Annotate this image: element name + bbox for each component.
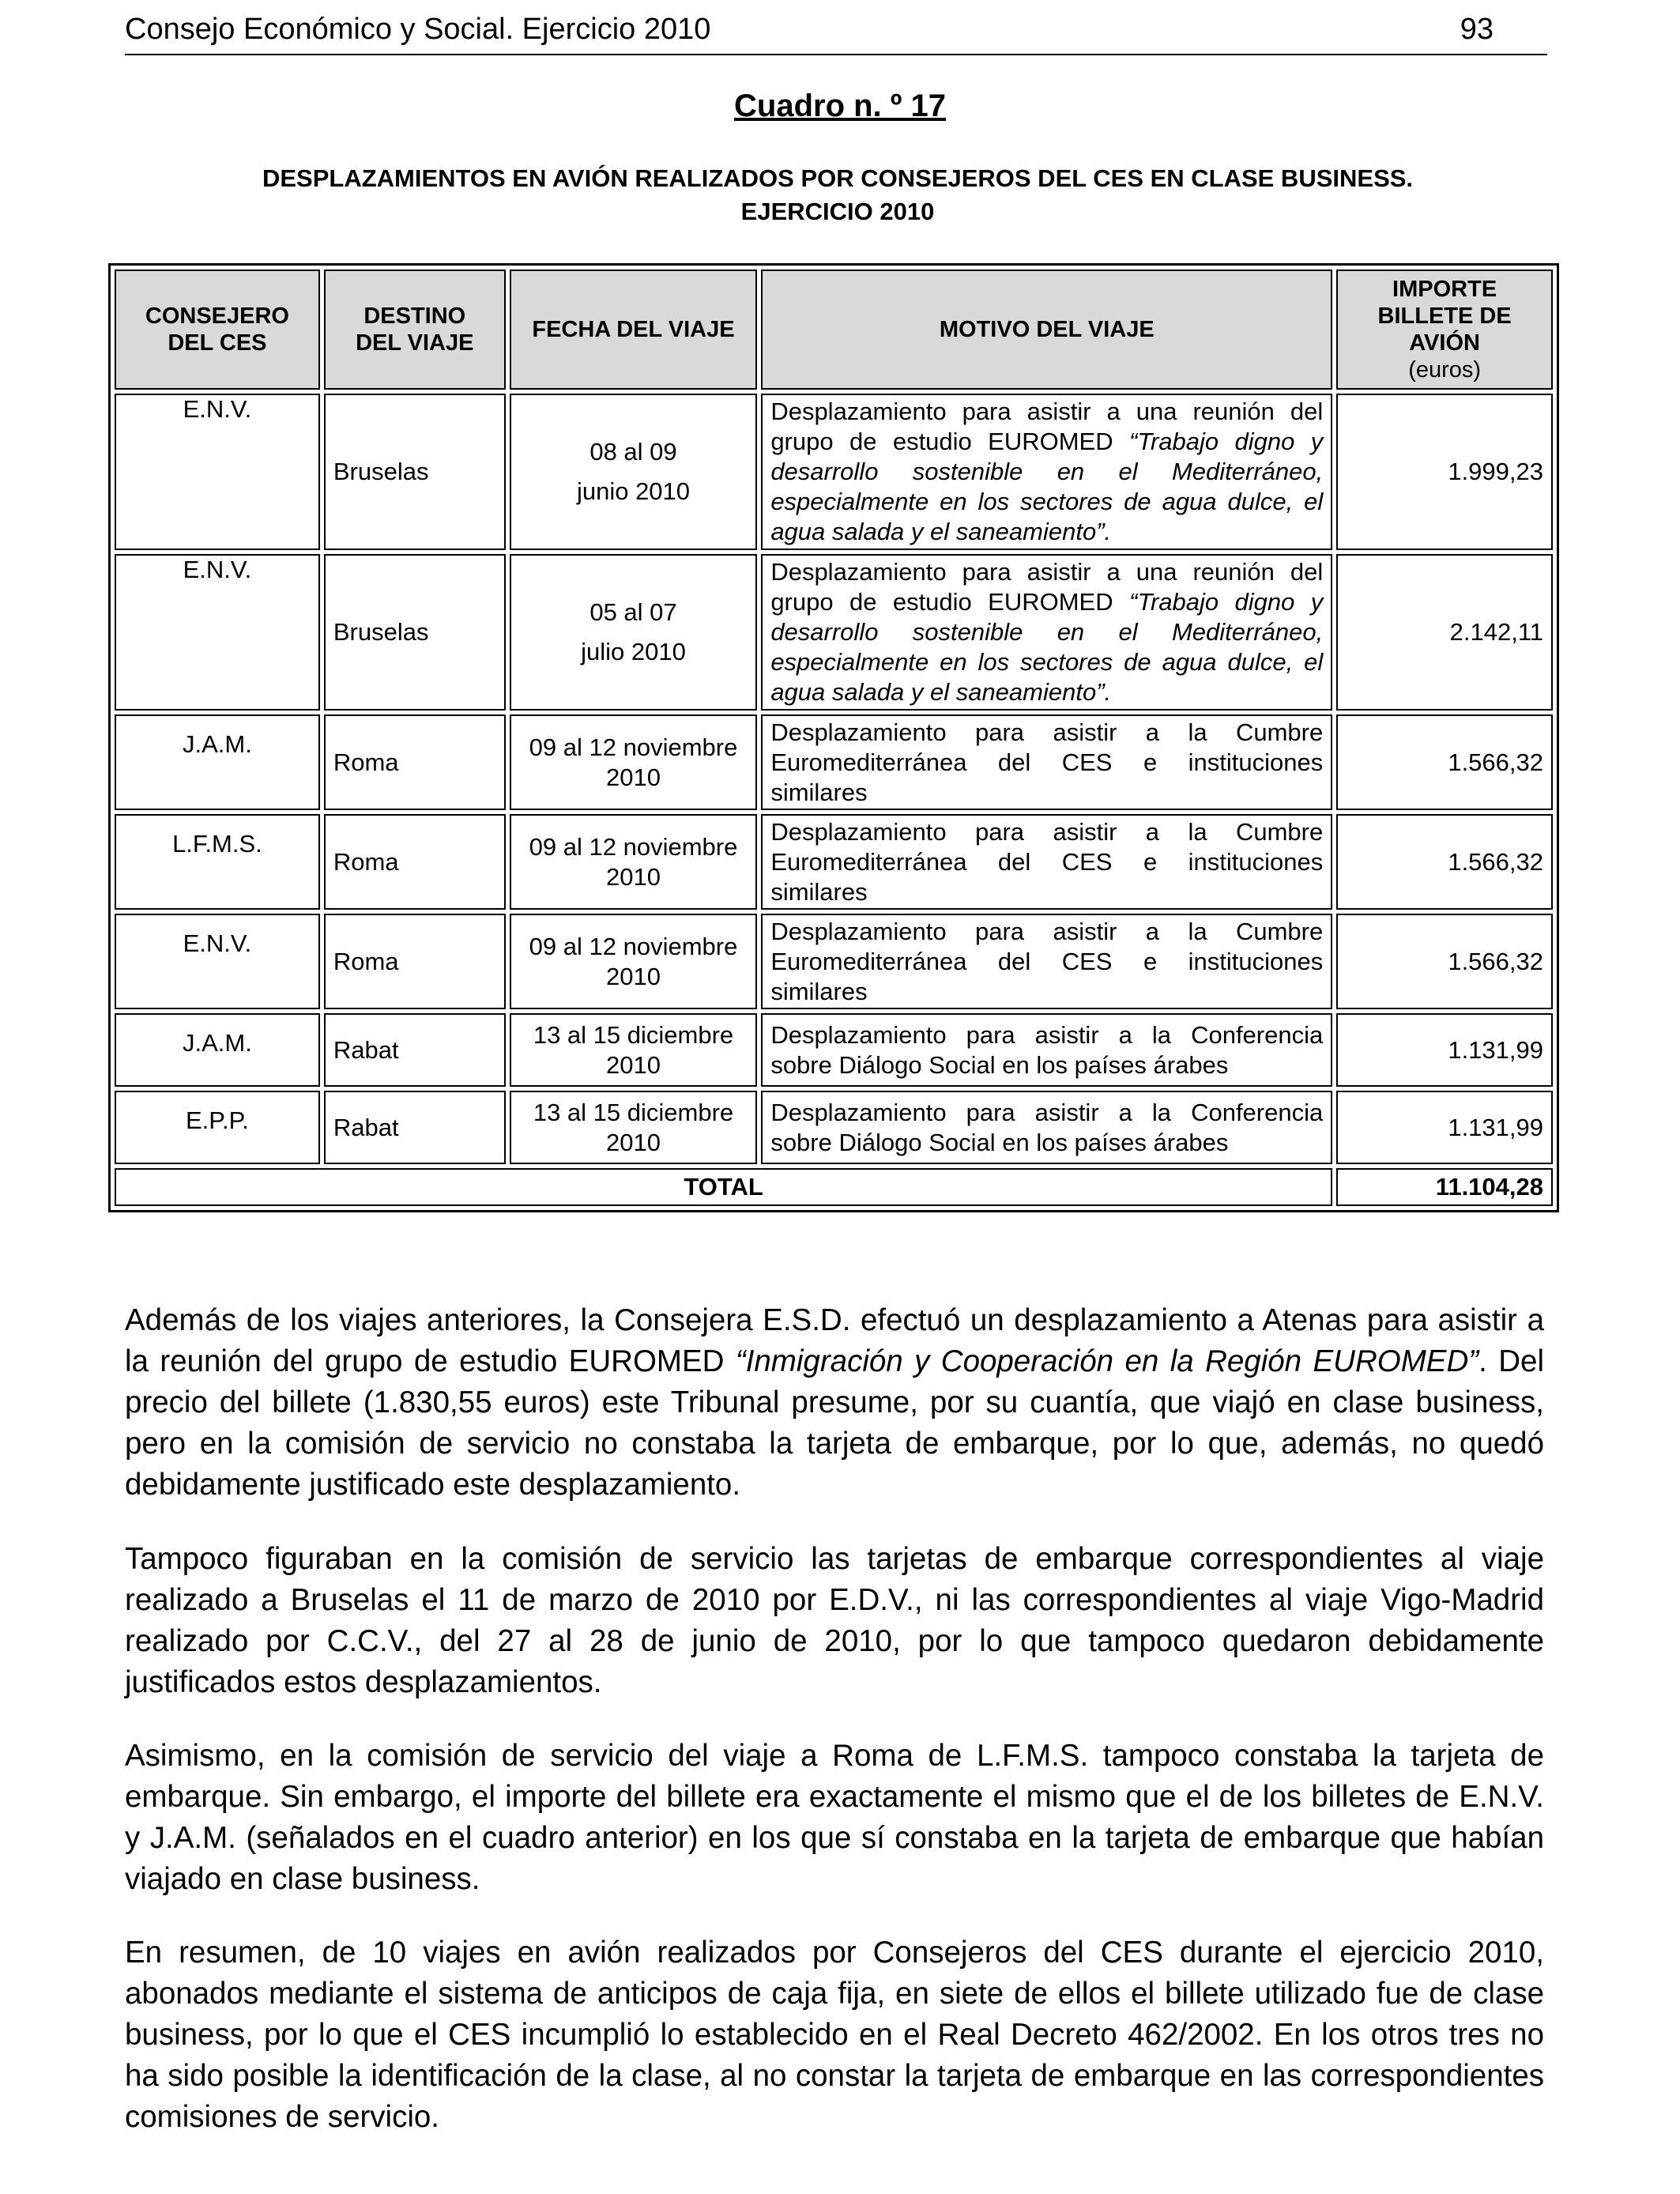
cell-motivo (761, 394, 1332, 550)
cell-motivo (761, 814, 1332, 910)
trips-table (108, 263, 1559, 1212)
cell-importe: 2.142,11 (1336, 554, 1553, 711)
cell-fecha (510, 814, 758, 910)
paragraph-3: Asimismo, en la comisión de servicio del viaje a Roma de L.F.M.S. tampoco constaba la tarjeta de embarque. Sin embargo, el importe del billete era exactamente el mismo que el de los billetes de E.N.V. y J.A.M. (señalados en el cuadro anterior) en los que sí constaba en la tarjeta de embarque que habían viajado en clase business. (125, 1739, 1544, 1896)
table-row (115, 394, 1553, 550)
cell-motivo-text: Desplazamiento para asistir a la Cumbre Euromediterránea del CES e instituciones similares (770, 817, 1324, 906)
cell-motivo (761, 1091, 1332, 1164)
cell-fecha-line-1: 09 al 12 noviembre (529, 932, 738, 960)
cell-motivo-text: Desplazamiento para asistir a una reunión del grupo de estudio EUROMED (770, 558, 1324, 616)
cell-destino: Roma (324, 914, 506, 1009)
table-title-line-2: EJERCICIO 2010 (740, 198, 935, 225)
cell-importe: 1.131,99 (1336, 1091, 1553, 1164)
cell-fecha-line-2: 2010 (606, 1128, 661, 1156)
cell-motivo (761, 1013, 1332, 1087)
cell-fecha-line-2: 2010 (606, 763, 661, 791)
cell-consejero: J.A.M. (115, 714, 320, 810)
table-title (111, 162, 1565, 228)
cell-fecha (510, 1013, 758, 1087)
total-value: 11.104,28 (1336, 1168, 1553, 1206)
cell-consejero: L.F.M.S. (115, 814, 320, 910)
cell-fecha-line-2: 2010 (606, 962, 661, 990)
header-title: Consejo Económico y Social. Ejercicio 2010 (125, 13, 711, 46)
cell-motivo-text: Desplazamiento para asistir a la Conferencia sobre Diálogo Social en los países árabes (770, 1020, 1324, 1079)
table-row (115, 554, 1553, 711)
cell-fecha-line-2: junio 2010 (576, 477, 691, 505)
cell-importe: 1.566,32 (1336, 914, 1553, 1009)
header-importe-line-1: IMPORTE (1392, 277, 1497, 302)
table-title-line-1: DESPLAZAMIENTOS EN AVIÓN REALIZADOS POR CONSEJEROS DEL CES EN CLASE BUSINESS. (262, 164, 1414, 192)
cell-motivo-text: Desplazamiento para asistir a la Cumbre Euromediterránea del CES e instituciones similares (770, 917, 1324, 1005)
cell-motivo-italic: “Trabajo digno y desarrollo sostenible en el Mediterráneo, especialmente en los sectores de agua dulce, el agua salada y el saneamiento”. (770, 428, 1324, 545)
cell-consejero: J.A.M. (115, 1013, 320, 1087)
table-row (115, 714, 1553, 810)
cell-fecha-line-1: 08 al 09 (590, 438, 677, 466)
paragraph-1-text-a: Además de los viajes anteriores, la Consejera E.S.D. efectuó un desplazamiento a Atenas para asistir a la reunión del grupo de estudio EUROMED (125, 1303, 1544, 1378)
header-importe-line-3: AVIÓN (1409, 330, 1480, 356)
cell-destino: Roma (324, 814, 506, 910)
header-destino (324, 270, 506, 390)
header-importe-line-2: BILLETE DE (1377, 303, 1512, 329)
table-row (115, 1013, 1553, 1087)
cell-motivo-text: Desplazamiento para asistir a la Cumbre Euromediterránea del CES e instituciones similares (770, 718, 1324, 806)
paragraph-1-italic: “Inmigración y Cooperación en la Región EUROMED” (735, 1344, 1479, 1378)
cell-motivo (761, 714, 1332, 810)
cell-fecha (510, 714, 758, 810)
paragraph-1 (125, 1300, 1544, 1506)
cell-motivo (761, 914, 1332, 1009)
header-destino-line-1: DESTINO (363, 303, 466, 329)
cell-fecha-line-1: 13 al 15 diciembre (533, 1020, 734, 1049)
cell-fecha-line-2: 2010 (606, 1050, 661, 1079)
cell-importe: 1.566,32 (1336, 714, 1553, 810)
cell-destino: Roma (324, 714, 506, 810)
header-importe-units: (euros) (1408, 357, 1482, 383)
cell-motivo-text: Desplazamiento para asistir a una reunión del grupo de estudio EUROMED (770, 398, 1324, 455)
table-number: Cuadro n. º 17 (734, 89, 946, 123)
cell-destino: Rabat (324, 1013, 506, 1087)
paragraph-2: Tampoco figuraban en la comisión de servicio las tarjetas de embarque correspondientes al viaje realizado a Bruselas el 11 de marzo de 2010 por E.D.V., ni las correspondientes al viaje Vigo-Madrid realizado por C.C.V., del 27 al 28 de junio de 2010, por lo que tampoco quedaron debidamente justificados estos desplazamientos. (125, 1542, 1544, 1699)
cell-motivo-italic: “Trabajo digno y desarrollo sostenible en el Mediterráneo, especialmente en los sectores de agua dulce, el agua salada y el saneamiento”. (770, 588, 1324, 706)
cell-fecha-line-1: 05 al 07 (590, 598, 677, 626)
cell-importe: 1.566,32 (1336, 814, 1553, 910)
total-row (115, 1168, 1553, 1206)
cell-consejero: E.P.P. (115, 1091, 320, 1164)
cell-consejero: E.N.V. (115, 394, 320, 550)
cell-consejero: E.N.V. (115, 914, 320, 1009)
table-row (115, 1091, 1553, 1164)
paragraph-1-text-b: . Del precio del billete (1.830,55 euros) este Tribunal presume, por su cuantía, que viajó en clase business, pero en la comisión de servicio no constaba la tarjeta de embarque, por lo que, además, no quedó debidamente justificado este desplazamiento. (125, 1344, 1544, 1502)
cell-fecha-line-2: julio 2010 (581, 638, 686, 665)
cell-destino: Bruselas (324, 394, 506, 550)
table-row (115, 814, 1553, 910)
cell-destino: Bruselas (324, 554, 506, 711)
cell-motivo (761, 554, 1332, 711)
cell-fecha (510, 554, 758, 711)
cell-importe: 1.999,23 (1336, 394, 1553, 550)
cell-motivo-text: Desplazamiento para asistir a la Conferencia sobre Diálogo Social en los países árabes (770, 1098, 1324, 1156)
total-label: TOTAL (115, 1168, 1332, 1206)
header-consejero (115, 270, 320, 390)
cell-importe: 1.131,99 (1336, 1013, 1553, 1087)
cell-fecha (510, 914, 758, 1009)
cell-fecha-line-2: 2010 (606, 862, 661, 891)
header-destino-line-2: DEL VIAJE (356, 330, 474, 356)
page-number: 93 (1460, 13, 1494, 46)
header-motivo: MOTIVO DEL VIAJE (761, 270, 1332, 390)
table-row (115, 914, 1553, 1009)
cell-destino: Rabat (324, 1091, 506, 1164)
cell-fecha-line-1: 13 al 15 diciembre (533, 1098, 734, 1126)
paragraph-4: En resumen, de 10 viajes en avión realizados por Consejeros del CES durante el ejercicio 2010, abonados mediante el sistema de anticipos de caja fija, en siete de ellos el billete utilizado fue de clase business, por lo que el CES incumplió lo establecido en el Real Decreto 462/2002. En los otros tres no ha sido posible la identificación de la clase, al no constar la tarjeta de embarque en las correspondientes comisiones de servicio. (125, 1936, 1544, 2134)
header-consejero-line-1: CONSEJERO (145, 303, 289, 329)
cell-fecha-line-1: 09 al 12 noviembre (529, 733, 738, 761)
cell-fecha (510, 1091, 758, 1164)
page-header (125, 8, 1547, 55)
cell-consejero: E.N.V. (115, 554, 320, 711)
header-fecha: FECHA DEL VIAJE (510, 270, 758, 390)
header-importe (1336, 270, 1553, 390)
table-header-row (115, 270, 1553, 390)
cell-fecha (510, 394, 758, 550)
header-consejero-line-2: DEL CES (168, 330, 267, 356)
cell-fecha-line-1: 09 al 12 noviembre (529, 832, 738, 861)
